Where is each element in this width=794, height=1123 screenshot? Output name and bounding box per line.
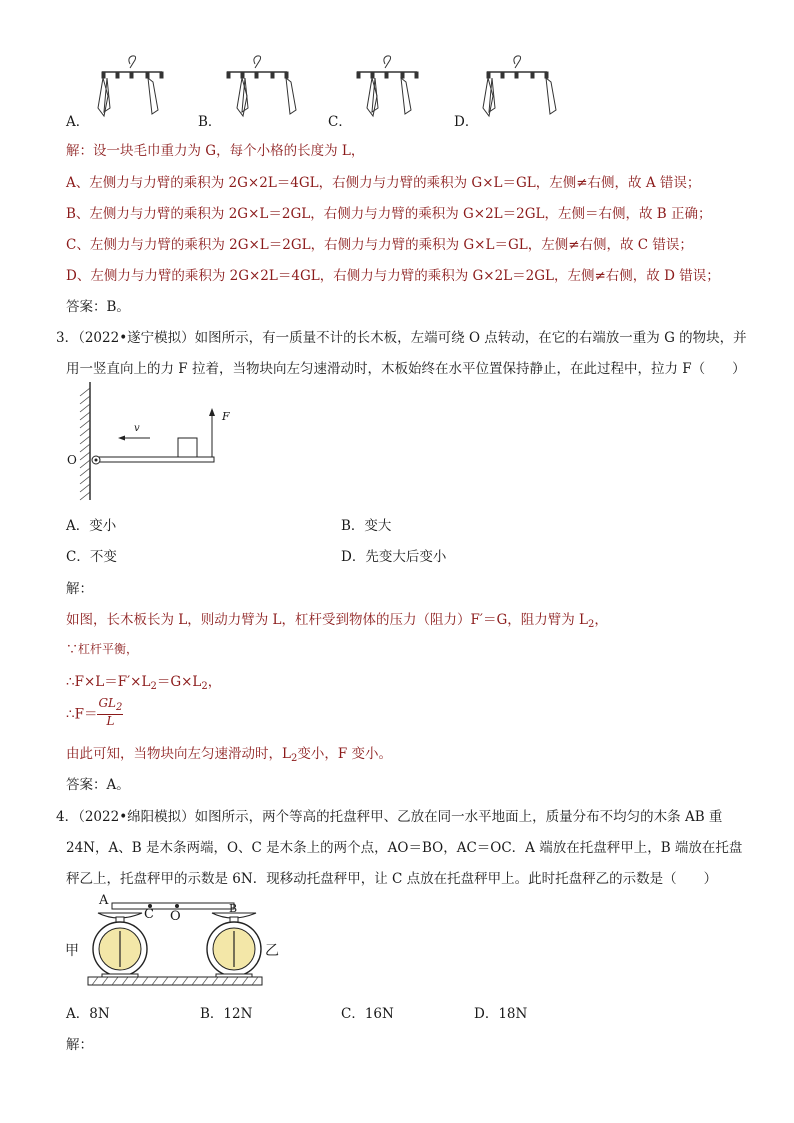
q2-solution — [66, 139, 364, 159]
q3-stem-line2: 用一竖直向上的力 F 拉着，当物块向左匀速滑动时，木板始终在水平位置保持静止，在此过程中，拉力 F（ ） — [66, 361, 746, 377]
hanger-b — [227, 56, 296, 116]
q4-label-c: C — [144, 907, 154, 922]
q3-option-c: C．不变 — [66, 549, 117, 565]
q4-label-yi: 乙 — [265, 943, 279, 959]
q2-solution-intro: 设一块毛巾重力为 G，每个小格的长度为 L， — [93, 143, 365, 159]
q4-label-o: O — [170, 909, 181, 924]
q2-analysis-c: C、左侧力与力臂的乘积为 2G×L＝2GL，右侧力与力臂的乘积为 G×L＝GL，左侧≠右侧，故 C 错误； — [66, 237, 693, 253]
q2-solution-label: 解： — [66, 143, 93, 159]
q3-solution-line5: 由此可知，当物块向左匀速滑动时，$L_2$变小，F 变小。 — [66, 746, 393, 764]
q3-solution-label: 解： — [66, 581, 93, 597]
scale-yi — [207, 913, 261, 977]
q3-lever-figure — [62, 380, 252, 505]
q4-stem-line2: 24N，A、B 是木条两端，O、C 是木条上的两个点，AO＝BO，AC＝OC．A 端放在托盘秤甲上，B 端放在托盘 — [66, 840, 743, 856]
q3-label-v: v — [134, 423, 140, 434]
q4-label-b: B — [229, 902, 238, 915]
q3-option-b: B．变大 — [341, 518, 392, 534]
q3-label-o: O — [67, 453, 77, 467]
q2-analysis-d: D、左侧力与力臂的乘积为 2G×2L＝4GL，右侧力与力臂的乘积为 G×2L＝2GL，左侧≠右侧，故 D 错误； — [66, 268, 720, 284]
q2-option-b: B． — [198, 114, 222, 130]
q4-scales-figure — [62, 893, 292, 993]
q2-analysis-a: A、左侧力与力臂的乘积为 2G×2L＝4GL，右侧力与力臂的乘积为 G×L＝GL，左侧≠右侧，故 A 错误； — [66, 175, 701, 191]
q4-option-b: B．12N — [200, 1006, 253, 1022]
q4-label-a: A — [99, 893, 109, 908]
hanger-d — [483, 56, 556, 116]
q3-solution-line2: ∵杠杆平衡， — [66, 642, 139, 656]
q3-option-a: A．变小 — [66, 518, 117, 534]
q4-solution-label: 解： — [66, 1037, 93, 1053]
q4-label-jia: 甲 — [65, 943, 79, 959]
q3-stem-line1: 3．（2022•遂宁模拟）如图所示，有一质量不计的长木板，左端可绕 O 点转动，在它的右端放一重为 G 的物块，并 — [56, 330, 747, 346]
q4-option-c: C．16N — [341, 1006, 394, 1022]
q2-answer: 答案：B。 — [66, 299, 130, 315]
q3-option-d: D．先变大后变小 — [341, 549, 447, 565]
hanger-c — [357, 56, 418, 116]
q3-solution-line1: 如图，长木板长为 L，则动力臂为 L，杠杆受到物体的压力（阻力）F′＝G，阻力臂为 $L_2$， — [66, 612, 608, 630]
q3-answer: 答案：A。 — [66, 777, 130, 793]
q3-solution-line3: $\therefore F\times L=F'\times L_2=G\times L_2$， — [66, 674, 222, 692]
q4-stem-line1: 4．（2022•绵阳模拟）如图所示，两个等高的托盘秤甲、乙放在同一水平地面上，质量分布不均匀的木条 AB 重 — [56, 809, 723, 825]
scale-jia — [93, 913, 147, 977]
q3-label-f: F — [222, 410, 230, 423]
hanger-a — [98, 56, 163, 116]
q2-option-a: A． — [66, 114, 90, 130]
q2-analysis-b: B、左侧力与力臂的乘积为 2G×L＝2GL，右侧力与力臂的乘积为 G×2L＝2GL，左侧＝右侧，故 B 正确； — [66, 206, 712, 222]
q4-stem-line3: 秤乙上，托盘秤甲的示数是 6N．现移动托盘秤甲，让 C 点放在托盘秤甲上。此时托盘秤乙的示数是（ ） — [66, 871, 718, 887]
q4-option-d: D．18N — [474, 1006, 528, 1022]
q3-solution-line4: ∴F＝ $\frac{GL_2}{L}$ — [66, 696, 123, 728]
q2-option-c: C． — [328, 114, 352, 130]
q4-option-a: A．8N — [66, 1006, 110, 1022]
hanger-figures — [60, 52, 580, 127]
q2-option-d: D． — [454, 114, 479, 130]
